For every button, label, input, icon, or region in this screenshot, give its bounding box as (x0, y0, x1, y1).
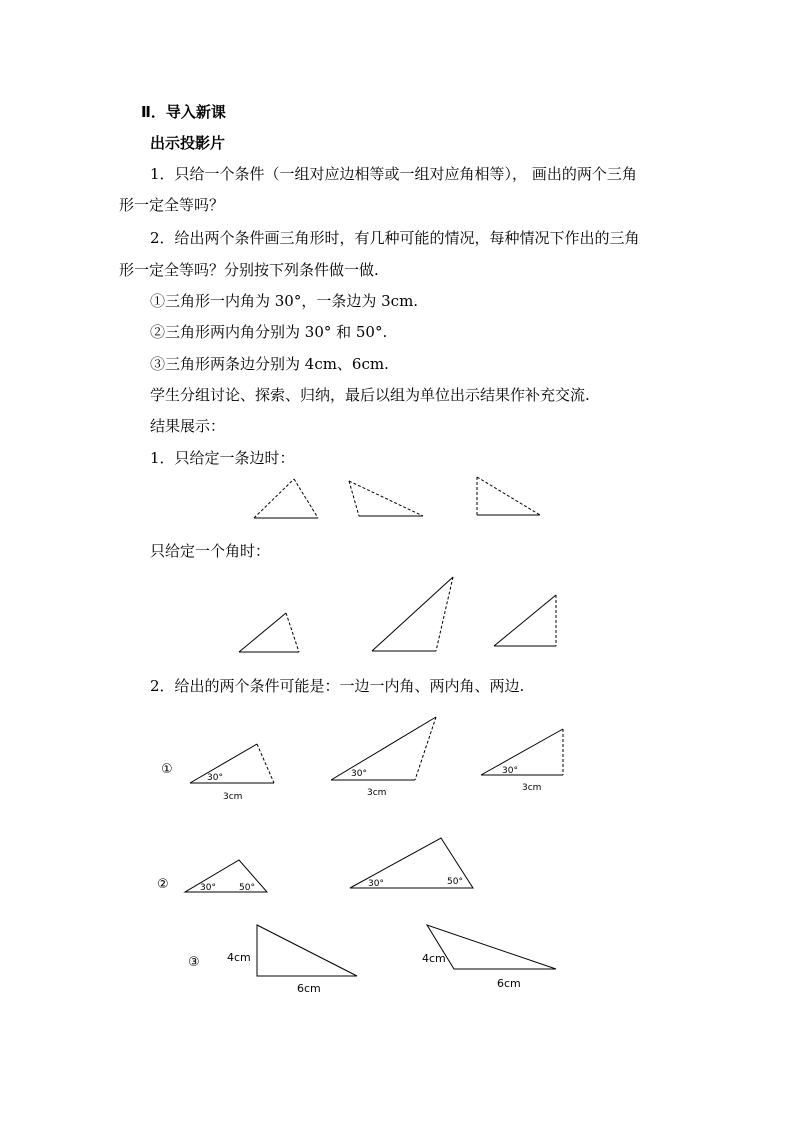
paragraph-q2-line2: 形一定全等吗？分别按下列条件做一做. (119, 261, 379, 279)
figure-mark-2: ② (157, 877, 169, 892)
one-angle-triangle-2 (372, 577, 453, 651)
section-title: Ⅱ．导入新课 (141, 103, 226, 121)
one-side-triangle-2 (349, 481, 423, 516)
paragraph-q1-line1: 1．只给一个条件（一组对应边相等或一组对应角相等）， 画出的两个三角 (150, 165, 637, 183)
figure-mark-3: ③ (188, 955, 200, 970)
angle-label: 50° (239, 883, 255, 893)
angle-label: 30° (368, 879, 384, 889)
result-two-conditions: 2．给出的两个条件可能是：一边一内角、两内角、两边. (150, 677, 525, 695)
length-label: 6cm (497, 977, 521, 990)
result-one-side: 1．只给定一条边时： (150, 449, 295, 467)
result-one-angle: 只给定一个角时： (150, 542, 271, 560)
one-side-triangle-3 (477, 477, 540, 515)
angle-label: 30° (351, 769, 367, 779)
length-label: 3cm (223, 792, 243, 802)
angle-label: 30° (200, 883, 216, 893)
one-angle-triangle-3 (494, 595, 556, 646)
angle-label: 50° (447, 877, 463, 887)
two-side-triangle-1 (257, 925, 357, 976)
condition-2: ②三角形两内角分别为 30° 和 50°. (150, 323, 388, 341)
paragraph-q2-line1: 2．给出两个条件画三角形时，有几种可能的情况，每种情况下作出的三角 (150, 229, 640, 247)
one-side-triangle-1 (254, 479, 318, 518)
length-label: 4cm (422, 952, 446, 965)
discussion-text: 学生分组讨论、探索、归纳，最后以组为单位出示结果作补充交流. (150, 386, 590, 404)
length-label: 4cm (227, 951, 251, 964)
length-label: 3cm (367, 788, 387, 798)
result-heading: 结果展示： (150, 417, 226, 435)
condition-1: ①三角形一内角为 30°，一条边为 3cm. (150, 292, 419, 310)
angle-side-triangle-1 (190, 744, 274, 783)
angle-side-triangle-2 (331, 717, 436, 780)
subtitle: 出示投影片 (150, 134, 226, 152)
two-side-triangle-2 (427, 925, 556, 969)
angle-label: 30° (502, 766, 518, 776)
angle-label: 30° (207, 773, 223, 783)
length-label: 3cm (522, 783, 542, 793)
one-angle-triangle-1 (239, 613, 299, 652)
condition-3: ③三角形两条边分别为 4cm、6cm. (150, 355, 389, 373)
length-label: 6cm (297, 982, 321, 995)
paragraph-q1-line2: 形一定全等吗？ (119, 196, 225, 214)
angle-side-triangle-3 (481, 729, 563, 775)
figure-mark-1: ① (161, 762, 173, 777)
